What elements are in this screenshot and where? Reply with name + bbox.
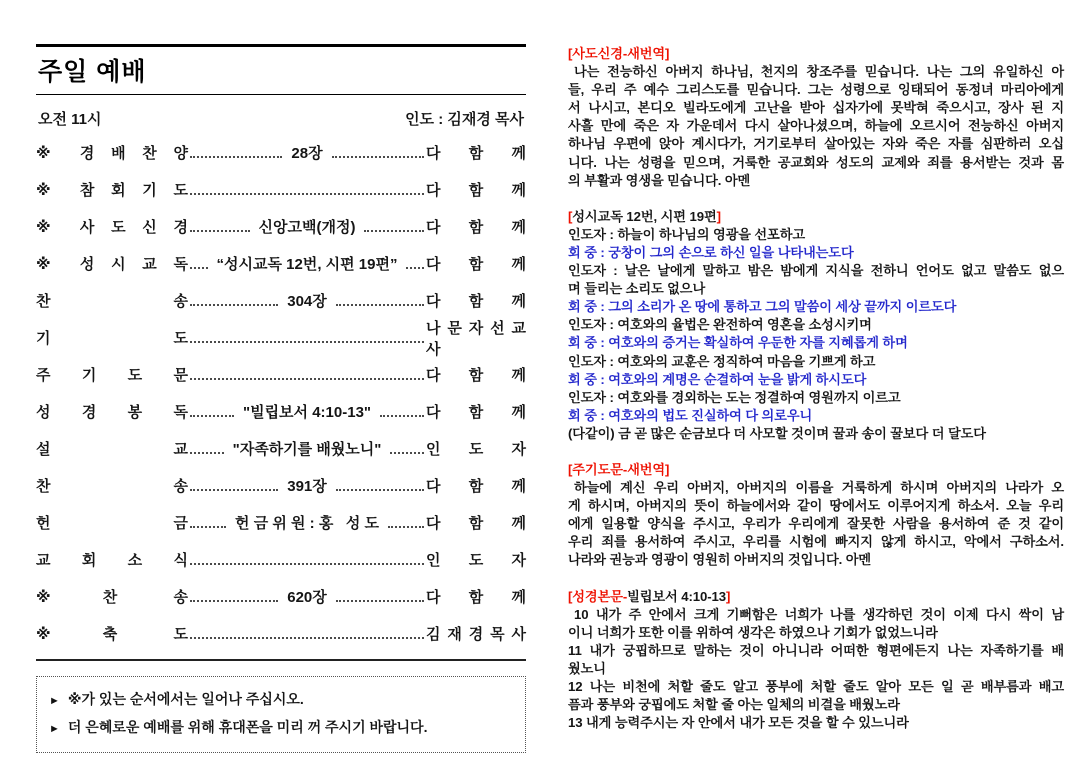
reading-line: 회 중 : 궁창이 그의 손으로 하신 일을 나타내는도다 — [568, 244, 854, 260]
order-row — [36, 356, 526, 393]
notice-item — [49, 714, 513, 742]
dot-leader — [190, 147, 282, 159]
dot-leader — [190, 517, 226, 529]
reading-line: 며 들리는 소리도 없으나 — [568, 281, 706, 297]
reading-line: 픔과 풍부와 궁핍에도 처할 줄 아는 일체의 비결을 배웠노라 — [568, 697, 900, 713]
order-item-performer: 인 도 자 — [426, 441, 526, 458]
dot-leader — [190, 369, 424, 381]
section-title — [568, 461, 1064, 479]
dot-leader — [336, 295, 424, 307]
reading-line: 인도자 : 여호와를 경외하는 도는 정결하여 영원까지 이르고 — [568, 389, 901, 405]
order-item-performer: 다 함 께 — [426, 515, 526, 532]
notice-item — [49, 686, 513, 714]
reading-line: 우리 죄를 용서하여 주시고, 우리를 시험에 빠지지 않게 하시고, 악에서 구하소서. — [568, 534, 1064, 550]
reading-line: 12 나는 비천에 처할 줄도 알고 풍부에 처할 줄도 알아 모든 일 곧 배부름과 배고 — [568, 679, 1064, 694]
order-item-detail: 28장 — [291, 145, 323, 162]
dot-leader — [190, 480, 278, 492]
reading-line: 회 중 : 그의 소리가 온 땅에 통하고 그의 말씀이 세상 끝까지 이르도다 — [568, 299, 957, 315]
dot-leader — [190, 332, 424, 344]
notice-box — [36, 676, 526, 753]
order-item-label: ※ 사 도 신 경 — [36, 219, 188, 236]
reading-line: 게 하시며, 아버지의 뜻이 하늘에서와 같이 땅에서도 이루어지게 하소서. 오늘 우리 — [568, 498, 1064, 514]
reading-line: 회 중 : 여호와의 법도 진실하여 다 의로우니 — [568, 407, 813, 423]
dot-leader — [190, 221, 250, 233]
reading-line: 의 부활과 영생을 믿습니다. 아멘 — [568, 172, 751, 188]
reading-section — [568, 208, 1064, 443]
order-item-performer: 다 함 께 — [426, 145, 526, 162]
order-row — [36, 578, 526, 615]
notice-text: 더 은혜로운 예배를 위해 휴대폰을 미리 꺼 주시기 바랍니다. — [67, 719, 428, 735]
order-item-performer: 다 함 께 — [426, 478, 526, 495]
order-item-label: 주 기 도 문 — [36, 367, 188, 384]
order-row — [36, 319, 526, 356]
service-leader: 인도 : 김재경 목사 — [405, 111, 524, 128]
order-item-performer: 다 함 께 — [426, 182, 526, 199]
order-item-performer: 다 함 께 — [426, 293, 526, 310]
section-title-part: [주기도문-새번역] — [568, 461, 670, 477]
readings-column — [568, 44, 1064, 764]
order-item-performer: 다 함 께 — [426, 256, 526, 273]
section-title — [568, 45, 1064, 63]
page-title: 주일 예배 — [38, 58, 147, 86]
order-item-detail: 신앙고백(개정) — [258, 219, 356, 236]
order-row — [36, 245, 526, 282]
order-item-detail: “성시교독 12번, 시편 19편” — [216, 256, 398, 273]
arrow-icon: ► — [49, 723, 60, 735]
order-row — [36, 393, 526, 430]
arrow-icon: ► — [49, 695, 60, 707]
reading-line: 에게 일용할 양식을 주시고, 우리가 우리에게 잘못한 사람을 용서하여 준 것 같이 — [568, 516, 1064, 532]
reading-section — [568, 461, 1064, 570]
order-row — [36, 282, 526, 319]
order-row — [36, 504, 526, 541]
order-item-label: 찬 송 — [36, 478, 188, 495]
dot-leader — [388, 517, 424, 529]
dot-leader — [364, 221, 424, 233]
order-item-label: ※ 경 배 찬 양 — [36, 145, 188, 162]
order-item-label: ※ 성 시 교 독 — [36, 256, 188, 273]
order-item-label: 성 경 봉 독 — [36, 404, 188, 421]
dot-leader — [190, 295, 278, 307]
dot-leader — [336, 591, 424, 603]
dot-leader — [390, 443, 424, 455]
order-of-worship — [36, 134, 526, 652]
worship-order-column — [36, 44, 526, 764]
section-title-part: [사도신경-새번역] — [568, 46, 670, 61]
order-item-detail: 620장 — [287, 589, 327, 606]
order-item-label: 기 도 — [36, 330, 188, 347]
dot-leader — [190, 628, 424, 640]
order-row — [36, 430, 526, 467]
dot-leader — [336, 480, 424, 492]
section-title-part: 빌립보서 4:10-13 — [627, 588, 727, 604]
notice-text: ※가 있는 순서에서는 일어나 주십시오. — [67, 691, 304, 707]
order-row — [36, 615, 526, 652]
dot-leader — [190, 258, 208, 270]
reading-line: 하나님 우편에 앉아 계시다가, 거기로부터 살아있는 자와 죽은 자를 심판하러 오십 — [568, 136, 1064, 152]
reading-line: (다같이) 금 곧 많은 순금보다 더 사모할 것이며 꿀과 송이 꿀보다 더 달도다 — [568, 425, 986, 441]
reading-line: 나라와 권능과 영광이 영원히 아버지의 것입니다. 아멘 — [568, 552, 872, 568]
reading-line: 11 내가 궁핍하므로 말하는 것이 아니니라 어떠한 형편에든지 나는 자족하기를 배 — [568, 642, 1064, 658]
dot-leader — [190, 443, 224, 455]
order-item-detail: "자족하기를 배웠노니" — [232, 441, 382, 458]
order-item-label: 찬 송 — [36, 293, 188, 310]
reading-line: 회 중 : 여호와의 증거는 확실하여 우둔한 자를 지혜롭게 하며 — [568, 335, 908, 351]
section-title — [568, 588, 1064, 606]
section-title-part: [ — [568, 208, 573, 224]
reading-line: 하늘에 계신 우리 아버지, 아버지의 이름을 거룩하게 하시며 아버지의 나라가 오 — [574, 480, 1064, 496]
order-row — [36, 171, 526, 208]
order-item-label: ※축 도 — [36, 626, 188, 643]
reading-line: 니다. 나는 성령을 믿으며, 거룩한 공교회와 성도의 교제와 죄를 용서받는 것과 몸 — [568, 154, 1064, 170]
section-title-part: 성시교독 12번, 시편 19편 — [572, 208, 717, 224]
reading-line: 사흘 만에 죽은 자 가운데서 다시 살아나셨으며, 하늘에 오르시어 전능하신 아버지 — [568, 118, 1064, 134]
service-time: 오전 11시 — [38, 111, 102, 128]
reading-line: 인도자 : 하늘이 하나님의 영광을 선포하고 — [568, 226, 805, 242]
reading-section — [568, 45, 1064, 190]
order-row — [36, 134, 526, 171]
reading-line: 인도자 : 여호와의 교훈은 정직하여 마음을 기쁘게 하고 — [568, 353, 876, 369]
dot-leader — [380, 406, 424, 418]
service-subhead — [36, 108, 526, 129]
reading-section — [568, 588, 1064, 733]
reading-line: 나는 전능하신 아버지 하나님, 천지의 창조주를 믿습니다. 나는 그의 유일하신 아 — [574, 64, 1064, 80]
order-item-performer: 김 재 경 목 사 — [426, 626, 526, 643]
section-title-part: ] — [716, 208, 721, 224]
order-item-performer: 나 문 자 선 교 사 — [426, 319, 526, 358]
dot-leader — [406, 258, 424, 270]
section-title-part: [성경본문- — [568, 588, 628, 604]
order-item-label: ※ 참 회 기 도 — [36, 182, 188, 199]
order-item-detail: 헌 금 위 원 : 홍 성 도 — [235, 515, 379, 532]
order-item-performer: 다 함 께 — [426, 367, 526, 384]
order-item-performer: 다 함 께 — [426, 219, 526, 236]
reading-line: 회 중 : 여호와의 계명은 순결하여 눈을 밝게 하시도다 — [568, 371, 867, 387]
order-row — [36, 541, 526, 578]
order-item-label: ※찬 송 — [36, 589, 188, 606]
order-item-performer: 인 도 자 — [426, 552, 526, 569]
order-row — [36, 208, 526, 245]
reading-line: 인도자 : 날은 날에게 말하고 밤은 밤에게 지식을 전하니 언어도 없고 말씀도 없으 — [568, 263, 1064, 279]
reading-line: 웠노니 — [568, 660, 606, 676]
order-item-label: 교 회 소 식 — [36, 552, 188, 569]
reading-line: 들, 우리 주 예수 그리스도를 믿습니다. 그는 성령으로 잉태되어 동정녀 마리아에게 — [568, 82, 1064, 98]
reading-line: 서 나시고, 본디오 빌라도에게 고난을 받아 십자가에 못박혀 죽으시고, 장사 된 지 — [568, 100, 1064, 116]
order-item-detail: 304장 — [287, 293, 327, 310]
order-item-performer: 다 함 께 — [426, 589, 526, 606]
section-title-part: ] — [726, 588, 731, 604]
section-title — [568, 208, 1064, 226]
reading-line: 13 내게 능력주시는 자 안에서 내가 모든 것을 할 수 있느니라 — [568, 715, 909, 731]
dot-leader — [332, 147, 424, 159]
reading-line: 인도자 : 여호와의 율법은 완전하여 영혼을 소성시키며 — [568, 317, 872, 333]
order-item-label: 헌 금 — [36, 515, 188, 532]
order-row — [36, 467, 526, 504]
dot-leader — [190, 184, 424, 196]
order-item-detail: "빌립보서 4:10-13" — [242, 404, 372, 421]
reading-line: 10 내가 주 안에서 크게 기뻐함은 너희가 나를 생각하던 것이 이제 다시 싹이 남 — [574, 606, 1064, 622]
dot-leader — [190, 591, 278, 603]
dot-leader — [190, 406, 234, 418]
order-bottom-rule — [36, 659, 526, 661]
reading-line: 이니 너희가 또한 이를 위하여 생각은 하였으나 기회가 없었느니라 — [568, 624, 938, 640]
order-item-performer: 다 함 께 — [426, 404, 526, 421]
order-item-detail: 391장 — [287, 478, 327, 495]
title-bottom-rule — [36, 94, 526, 95]
dot-leader — [190, 554, 424, 566]
order-item-label: 설 교 — [36, 441, 188, 458]
